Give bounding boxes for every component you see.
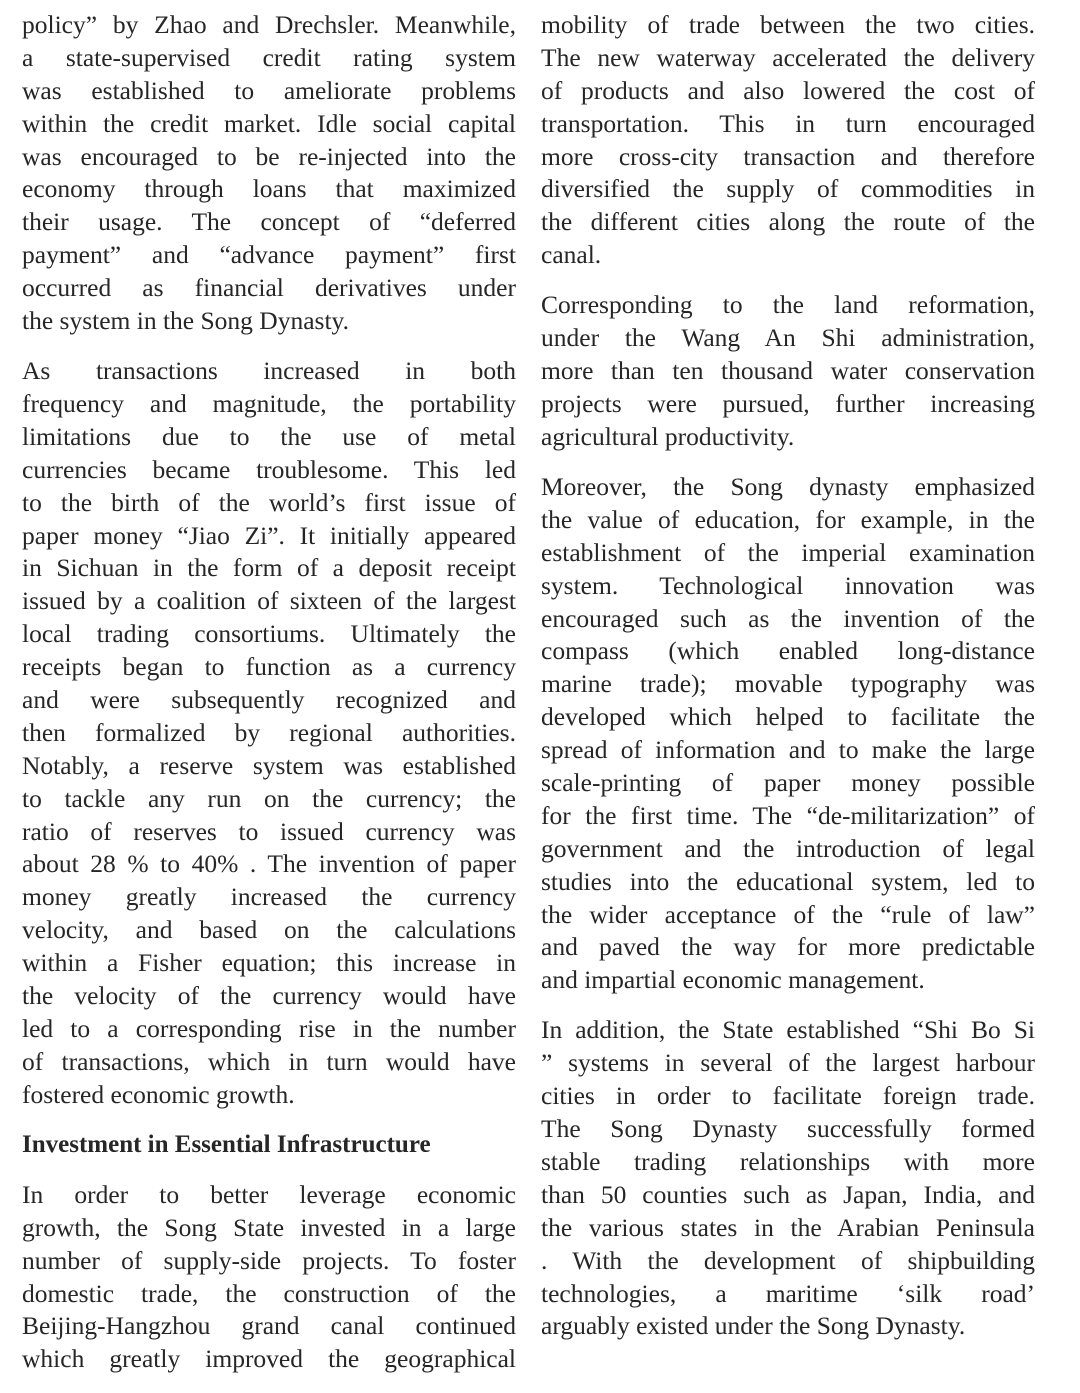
text-line: the different cities along the route of the <box>541 207 1035 237</box>
text-line: As transactions increased in both <box>22 356 516 386</box>
text-line: In order to better leverage economic <box>22 1179 516 1209</box>
text-line: Beijing-Hangzhou grand canal continued <box>22 1311 516 1341</box>
text-line: transportation. This in turn encouraged <box>541 108 1035 138</box>
text-line: ” systems in several of the largest harbour <box>541 1048 1035 1078</box>
text-line: domestic trade, the construction of the <box>22 1278 516 1308</box>
text-line: The new waterway accelerated the delivery <box>541 42 1035 72</box>
text-line: marine trade); movable typography was <box>541 669 1035 699</box>
paragraph <box>541 9 1035 272</box>
text-line: The Song Dynasty successfully formed <box>541 1114 1035 1144</box>
text-line: and impartial economic management. <box>541 965 925 995</box>
text-line: was encouraged to be re-injected into the <box>22 141 516 171</box>
text-line: projects were pursued, further increasing <box>541 388 1035 418</box>
text-line: the value of education, for example, in the <box>541 504 1035 534</box>
text-line: issued by a coalition of sixteen of the largest <box>22 586 516 616</box>
text-line: a state-supervised credit rating system <box>22 42 516 72</box>
text-line: money greatly increased the currency <box>22 882 516 912</box>
text-line: growth, the Song State invested in a large <box>22 1212 516 1242</box>
text-line: occurred as financial derivatives under <box>22 273 516 303</box>
text-line: establishment of the imperial examination <box>541 537 1035 567</box>
text-line: to the birth of the world’s first issue of <box>22 487 516 517</box>
text-line: which greatly improved the geographical <box>22 1344 516 1374</box>
text-line: more than ten thousand water conservation <box>541 356 1035 386</box>
text-line: compass (which enabled long-distance <box>541 636 1035 666</box>
text-line: technologies, a maritime ‘silk road’ <box>541 1278 1035 1308</box>
text-line: number of supply-side projects. To foster <box>22 1245 516 1275</box>
text-line: the wider acceptance of the “rule of law” <box>541 899 1035 929</box>
text-line: Notably, a reserve system was established <box>22 750 516 780</box>
text-line: within a Fisher equation; this increase in <box>22 948 516 978</box>
text-line: the various states in the Arabian Peninsula <box>541 1212 1035 1242</box>
text-line: the system in the Song Dynasty. <box>22 306 349 336</box>
text-line: Corresponding to the land reformation, <box>541 290 1035 320</box>
text-line: currencies became troublesome. This led <box>22 454 516 484</box>
text-line: scale-printing of paper money possible <box>541 767 1035 797</box>
text-line: cities in order to facilitate foreign trade. <box>541 1081 1035 1111</box>
text-line: for the first time. The “de-militarization” of <box>541 800 1035 830</box>
text-line: government and the introduction of legal <box>541 833 1035 863</box>
text-line: than 50 counties such as Japan, India, and <box>541 1179 1035 1209</box>
text-line: and were subsequently recognized and <box>22 685 516 714</box>
text-line: Moreover, the Song dynasty emphasized <box>541 471 1035 501</box>
paragraph <box>541 1014 1035 1343</box>
text-line: under the Wang An Shi administration, <box>541 323 1035 353</box>
text-line: arguably existed under the Song Dynasty. <box>541 1311 966 1341</box>
text-line: led to a corresponding rise in the number <box>22 1013 516 1043</box>
text-line: mobility of trade between the two cities. <box>541 10 1035 39</box>
text-line: developed which helped to facilitate the <box>541 702 1035 732</box>
text-line: receipts began to function as a currency <box>22 652 516 682</box>
text-line: of products and also lowered the cost of <box>541 75 1035 105</box>
text-line: paper money “Jiao Zi”. It initially appeared <box>22 520 516 550</box>
text-line: fostered economic growth. <box>22 1079 295 1109</box>
text-line: economy through loans that maximized <box>22 174 516 204</box>
text-line: limitations due to the use of metal <box>22 421 516 451</box>
text-column-right <box>541 9 1035 1360</box>
text-line: studies into the educational system, led to <box>541 866 1035 896</box>
text-line: spread of information and to make the large <box>541 735 1035 765</box>
text-line: and paved the way for more predictable <box>541 932 1035 962</box>
paragraph <box>22 9 516 338</box>
text-line: of transactions, which in turn would have <box>22 1046 516 1076</box>
text-line: diversified the supply of commodities in <box>541 174 1035 204</box>
text-line: to tackle any run on the currency; the <box>22 783 516 813</box>
text-line: then formalized by regional authorities. <box>22 717 516 747</box>
text-line: velocity, and based on the calculations <box>22 915 516 945</box>
section-heading: Investment in Essential Infrastructure <box>22 1130 431 1158</box>
text-line: system. Technological innovation was <box>541 570 1035 600</box>
text-line: policy” by Zhao and Drechsler. Meanwhile, <box>22 10 516 39</box>
paragraph <box>22 1179 516 1376</box>
text-line: payment” and “advance payment” first <box>22 240 516 270</box>
text-line: ratio of reserves to issued currency was <box>22 816 516 846</box>
text-line: the velocity of the currency would have <box>22 981 516 1011</box>
text-line: agricultural productivity. <box>541 421 795 451</box>
text-line: In addition, the State established “Shi Bo Si <box>541 1015 1035 1045</box>
text-line: . With the development of shipbuilding <box>541 1245 1035 1275</box>
text-line: more cross-city transaction and therefore <box>541 141 1035 171</box>
paragraph <box>22 355 516 1111</box>
text-line: encouraged such as the invention of the <box>541 603 1035 633</box>
text-line: canal. <box>541 240 602 270</box>
text-line: within the credit market. Idle social capital <box>22 108 516 138</box>
text-line: about 28 % to 40% . The invention of paper <box>22 849 516 879</box>
text-line: in Sichuan in the form of a deposit receipt <box>22 553 516 583</box>
text-line: was established to ameliorate problems <box>22 75 516 105</box>
paragraph <box>541 471 1035 997</box>
text-line: their usage. The concept of “deferred <box>22 207 516 237</box>
text-column-left <box>22 9 516 1393</box>
text-line: stable trading relationships with more <box>541 1146 1035 1176</box>
paragraph <box>541 289 1035 453</box>
text-line: local trading consortiums. Ultimately the <box>22 619 516 649</box>
text-line: frequency and magnitude, the portability <box>22 388 516 418</box>
